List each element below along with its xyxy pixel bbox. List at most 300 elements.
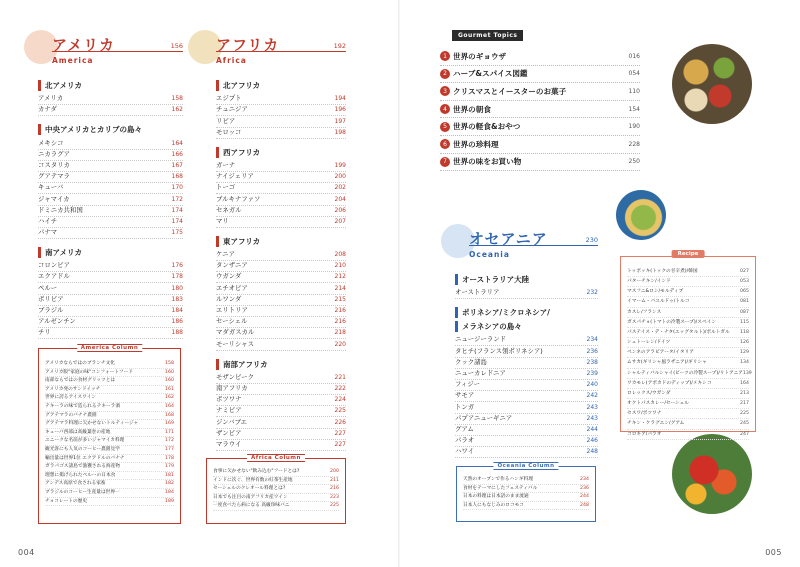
item-page: 227 — [334, 440, 346, 448]
topic-number-badge: 2 — [440, 69, 450, 79]
item-page: 162 — [165, 395, 174, 401]
list-item[interactable] — [627, 297, 749, 307]
topic-row[interactable] — [440, 48, 640, 66]
list-item[interactable] — [627, 409, 749, 419]
item-name: ガーナ — [216, 160, 236, 169]
topic-row[interactable] — [440, 118, 640, 136]
item-name: コスタリカ — [38, 160, 70, 169]
item-page: 232 — [586, 289, 598, 297]
item-name: セスワ/ボツワナ — [627, 411, 662, 417]
item-name: ユニークな名前が多いジャマイカ料理 — [45, 438, 125, 444]
list-item[interactable] — [213, 485, 339, 494]
item-name: サモア — [455, 391, 475, 400]
item-name: グアテマラのバナナ農園 — [45, 412, 97, 418]
item-name: ジンバブエ — [216, 417, 248, 426]
list-item[interactable] — [38, 105, 183, 116]
item-page: 243 — [586, 414, 598, 422]
gourmet-topics-list — [440, 48, 640, 171]
item-name: チョコレートの歴史 — [45, 498, 88, 504]
topic-page: 190 — [628, 123, 640, 131]
list-item[interactable] — [455, 391, 598, 402]
topic-page: 250 — [628, 158, 640, 166]
item-name: パプアニューギニア — [455, 413, 513, 422]
item-name: 輸出量は世界1位 エクアドルのバナナ — [45, 455, 125, 461]
list-item[interactable] — [455, 436, 598, 447]
list-item[interactable] — [216, 105, 346, 116]
list-item[interactable] — [463, 485, 589, 494]
item-name: マダガスカル — [216, 328, 255, 337]
item-name: ペルー — [38, 283, 58, 292]
item-name: カスレ/フランス — [627, 309, 662, 315]
list-item[interactable] — [627, 399, 749, 409]
item-page: 243 — [586, 403, 598, 411]
item-name: エジプト — [216, 94, 242, 103]
item-name: チキン・ケラグエン/グアム — [627, 421, 685, 427]
recipe-box — [620, 251, 756, 437]
list-item[interactable] — [45, 463, 174, 472]
topic-label: 世界の珍料理 — [453, 139, 499, 149]
item-page: 178 — [165, 455, 174, 461]
america-title: アメリカ — [52, 36, 115, 54]
item-name: ニュージーランド — [455, 335, 506, 344]
item-name: テキーラの味で造られるテキーラ酒 — [45, 403, 121, 409]
list-item[interactable] — [627, 287, 749, 297]
north-africa-region — [216, 80, 346, 139]
item-name: モロッコ — [216, 127, 242, 136]
item-name: コロキア/パラオ — [627, 431, 662, 437]
item-name: 日本人にもなじみのロコモコ — [463, 502, 524, 508]
list-item[interactable] — [216, 206, 346, 217]
list-item[interactable] — [455, 288, 598, 299]
item-page: 198 — [334, 128, 346, 136]
item-page: 246 — [586, 437, 598, 445]
item-name: 理想に掲げられたペルーの日本食 — [45, 472, 116, 478]
africa-column — [216, 34, 346, 451]
item-page: 236 — [586, 347, 598, 355]
item-page: 158 — [171, 95, 183, 103]
list-item[interactable] — [45, 386, 174, 395]
item-page: 134 — [740, 360, 749, 366]
list-item[interactable] — [627, 348, 749, 358]
central-america-region — [38, 124, 183, 239]
item-page: 115 — [740, 319, 749, 325]
item-name: 南アフリカ — [216, 383, 248, 392]
left-page-number: 004 — [18, 548, 35, 557]
item-name: アルゼンチン — [38, 317, 76, 326]
list-item[interactable] — [627, 389, 749, 399]
item-page: 225 — [740, 411, 749, 417]
region-heading: ポリネシア/ミクロネシア/ — [455, 307, 598, 318]
item-name: パターチキン/インド — [627, 279, 671, 285]
item-name: ドミニカ共和国 — [38, 205, 83, 214]
item-page: 087 — [740, 309, 749, 315]
item-page: 167 — [171, 161, 183, 169]
item-name: リビア — [216, 116, 236, 125]
item-name: グアム — [455, 424, 474, 433]
list-item[interactable] — [627, 338, 749, 348]
item-name: トッポッキ(トックの甘辛煮)/韓国 — [627, 269, 698, 274]
recipe-title: Recipe — [672, 250, 705, 258]
topic-page: 154 — [628, 105, 640, 113]
list-item[interactable] — [45, 369, 174, 378]
item-name: クック諸島 — [455, 357, 487, 366]
topic-row[interactable] — [440, 83, 640, 101]
list-item[interactable] — [213, 502, 339, 511]
item-name: タンザニア — [216, 261, 248, 270]
item-name: ニューカレドニア — [455, 368, 506, 377]
item-page: 244 — [580, 494, 589, 500]
item-page: 176 — [171, 262, 183, 270]
list-item[interactable] — [45, 394, 174, 403]
list-item[interactable] — [45, 403, 174, 412]
item-page: 215 — [334, 295, 346, 303]
list-item[interactable] — [216, 172, 346, 183]
item-name: ケニア — [216, 250, 235, 259]
topic-row[interactable] — [440, 136, 640, 154]
item-name: ハイチ — [38, 216, 58, 225]
list-item[interactable] — [213, 494, 339, 503]
africa-subtitle: Africa — [216, 56, 247, 65]
australia-region — [455, 274, 598, 299]
america-column-title: America Column — [77, 344, 142, 352]
item-name: アメリカ版"家庭の味"コンフォートフード — [45, 369, 133, 375]
item-page: 217 — [740, 401, 749, 407]
item-page: 200 — [334, 173, 346, 181]
oceania-page[interactable]: 230 — [585, 236, 598, 244]
item-name: イマーム・バユルドゥ/トルコ — [627, 299, 690, 305]
list-item[interactable] — [45, 489, 174, 498]
list-item[interactable] — [38, 206, 183, 217]
list-item[interactable] — [627, 419, 749, 429]
topic-page: 016 — [628, 52, 640, 60]
oceania-column — [455, 228, 598, 458]
item-name: グアテマラ — [38, 172, 70, 181]
item-name: 食事に欠かせない"飲み込む"フードとは? — [213, 469, 300, 474]
africa-column-title: Africa Column — [247, 454, 305, 462]
item-page: 204 — [334, 195, 346, 203]
item-name: グアテマラ料理に欠かせないトルティージャ — [45, 421, 139, 427]
topic-row[interactable] — [440, 66, 640, 84]
item-name: ザンビア — [216, 428, 242, 437]
item-name: ニカラグア — [38, 149, 70, 158]
topic-label: 世界の軽食&おやつ — [453, 122, 521, 132]
item-name: アメリカならではのブランチ文化 — [45, 361, 115, 366]
america-header — [38, 34, 183, 74]
list-item[interactable] — [627, 267, 749, 277]
list-item[interactable] — [627, 379, 749, 389]
item-name: キューバ西部は高級葉巻の産地 — [45, 429, 111, 435]
north-america-region — [38, 80, 183, 116]
item-name: エチオピア — [216, 283, 248, 292]
america-column-box — [38, 345, 181, 524]
item-page: 179 — [165, 464, 174, 470]
list-item[interactable] — [213, 477, 339, 486]
mezze-plate-photo — [672, 44, 752, 124]
list-item[interactable] — [627, 358, 749, 368]
topic-label: ハーブ&スパイス図鑑 — [453, 69, 528, 79]
item-name: 観光客にも人気のコーヒー農園見学 — [45, 446, 120, 452]
item-page: 174 — [171, 217, 183, 225]
item-page: 183 — [171, 295, 183, 303]
list-item[interactable] — [627, 318, 749, 328]
topic-number-badge: 3 — [440, 86, 450, 96]
item-page: 196 — [334, 106, 346, 114]
list-item[interactable] — [45, 412, 174, 421]
item-name: キューバ — [38, 183, 64, 192]
item-page: 194 — [334, 95, 346, 103]
item-page: 160 — [165, 369, 174, 375]
item-page: 248 — [580, 502, 589, 508]
item-name: タヒチ(フランス領ポリネシア) — [455, 346, 543, 355]
item-name: 食材をテーマにしたフェスティバル — [463, 485, 538, 491]
item-page: 181 — [165, 472, 174, 478]
item-page: 214 — [334, 284, 346, 292]
item-page: 186 — [171, 318, 183, 326]
item-page: 168 — [171, 173, 183, 181]
item-page: 168 — [165, 412, 174, 418]
list-item[interactable] — [45, 420, 174, 429]
item-page: 216 — [334, 318, 346, 326]
list-item[interactable] — [45, 437, 174, 446]
item-name: インドに次ぐ、世界有数の紅茶生産地 — [213, 477, 293, 483]
item-page: 225 — [334, 407, 346, 415]
item-page: 199 — [334, 161, 346, 169]
list-item[interactable] — [216, 440, 346, 451]
item-name: ナイジェリア — [216, 172, 254, 181]
list-item[interactable] — [45, 446, 174, 455]
item-name: 世界に誇るアイスワイン — [45, 395, 96, 401]
item-page: 126 — [740, 340, 749, 346]
item-name: マスフニ&ロシ/モルディブ — [627, 289, 684, 295]
list-item[interactable] — [38, 272, 183, 283]
item-name: 日本の料理は日本語のまま流通 — [463, 494, 529, 500]
west-africa-region — [216, 147, 346, 228]
item-page: 234 — [586, 336, 598, 344]
list-item[interactable] — [455, 447, 598, 458]
topic-row[interactable] — [440, 101, 640, 119]
right-page-number: 005 — [765, 548, 782, 557]
list-item[interactable] — [216, 217, 346, 228]
africa-title: アフリカ — [216, 36, 280, 54]
list-item[interactable] — [38, 228, 183, 239]
item-name: ガラパゴス諸島で漁獲される海産物 — [45, 464, 121, 470]
item-name: アメリカ — [38, 94, 64, 103]
item-page: 239 — [586, 369, 598, 377]
topic-label: クリスマスとイースターのお菓子 — [453, 86, 567, 96]
item-name: パラオ — [455, 436, 475, 445]
region-heading: オーストラリア大陸 — [455, 274, 598, 285]
item-name: セネガル — [216, 205, 242, 214]
item-name: メキシコ — [38, 138, 64, 147]
list-item[interactable] — [38, 94, 183, 105]
list-item[interactable] — [627, 328, 749, 338]
list-item[interactable] — [463, 493, 589, 502]
topic-row[interactable] — [440, 154, 640, 172]
item-name: 一度食べたら病になる 高級珍味バニ — [213, 503, 290, 509]
item-page: 172 — [171, 195, 183, 203]
list-item[interactable] — [38, 317, 183, 328]
item-name: ボツワナ — [216, 395, 242, 404]
item-page: 184 — [171, 307, 183, 314]
oceania-subtitle: Oceania — [469, 250, 510, 259]
item-page: 171 — [165, 429, 174, 435]
list-item[interactable] — [45, 377, 174, 386]
chili-peppers-photo — [672, 434, 752, 514]
list-item[interactable] — [627, 430, 749, 440]
item-page: 174 — [171, 206, 183, 214]
item-name: セーシェルのクレオール料理とは? — [213, 486, 286, 492]
item-page: 220 — [334, 340, 346, 348]
topic-number-badge: 6 — [440, 139, 450, 149]
list-item[interactable] — [213, 468, 339, 477]
oceania-header — [455, 228, 598, 268]
item-name: ウガンダ — [216, 272, 242, 281]
list-item[interactable] — [455, 414, 598, 425]
topic-number-badge: 1 — [440, 51, 450, 61]
list-item[interactable] — [627, 277, 749, 287]
item-page: 221 — [334, 373, 346, 381]
list-item[interactable] — [627, 308, 749, 318]
item-page: 158 — [165, 361, 174, 366]
item-page: 245 — [740, 421, 749, 427]
item-name: ムサカ(ギリシャ風ラザニア)/ギリシャ — [627, 360, 707, 366]
item-page: 248 — [586, 448, 598, 456]
item-page: 211 — [330, 477, 339, 483]
list-item[interactable] — [455, 425, 598, 436]
region-heading: 東アフリカ — [216, 236, 346, 247]
item-page: 169 — [165, 421, 174, 427]
item-name: ブラジル — [38, 306, 64, 314]
south-america-region — [38, 247, 183, 339]
item-name: エクアドル — [38, 272, 70, 281]
item-name: アメリカ発のサンドイッチ — [45, 386, 101, 392]
list-item[interactable] — [455, 380, 598, 391]
item-page: 129 — [740, 350, 749, 356]
list-item[interactable] — [45, 455, 174, 464]
item-page: 216 — [330, 486, 339, 492]
list-item[interactable] — [45, 480, 174, 489]
item-name: マリ — [216, 216, 229, 225]
item-page: 200 — [330, 469, 339, 474]
item-name: 南部ならではの食材グリッツとは — [45, 378, 116, 384]
america-column — [38, 34, 183, 339]
item-page: 184 — [165, 489, 174, 495]
item-name: ブルキナファソ — [216, 194, 261, 203]
item-page: 162 — [171, 106, 183, 114]
list-item[interactable] — [45, 472, 174, 481]
list-item[interactable] — [38, 328, 183, 339]
item-name: ペンネのアラビアータ/イタリア — [627, 350, 694, 356]
item-page: 166 — [171, 150, 183, 158]
list-item[interactable] — [45, 360, 174, 369]
topic-number-badge: 4 — [440, 104, 450, 114]
list-item[interactable] — [463, 476, 589, 485]
item-page: 240 — [586, 381, 598, 389]
list-item[interactable] — [38, 217, 183, 228]
item-name: パナマ — [38, 228, 58, 237]
item-page: 208 — [334, 251, 346, 259]
item-name: ロレックス/ウガンダ — [627, 390, 671, 396]
item-page: 182 — [165, 481, 174, 487]
item-page: 212 — [334, 273, 346, 281]
item-name: チリ — [38, 328, 51, 337]
item-page: 164 — [165, 403, 174, 409]
item-page: 213 — [740, 390, 749, 396]
item-name: エリトリア — [216, 306, 248, 314]
africa-page[interactable]: 192 — [333, 42, 346, 50]
item-page: 188 — [171, 329, 183, 337]
list-item[interactable] — [216, 339, 346, 350]
item-page: 160 — [165, 378, 174, 384]
item-name: ワカモレ(アボカドのディップ)/メキシコ — [627, 380, 712, 386]
list-item[interactable] — [45, 429, 174, 438]
africa-rule — [216, 51, 346, 52]
oceania-title: オセアニア — [469, 230, 548, 248]
item-name: フィジー — [455, 380, 481, 389]
region-heading: 中央アメリカとカリブの島々 — [38, 124, 183, 135]
item-page: 177 — [165, 446, 174, 452]
item-name: マラウイ — [216, 439, 242, 448]
list-item[interactable] — [463, 502, 589, 511]
region-heading: 南アメリカ — [38, 247, 183, 258]
item-page: 234 — [580, 477, 589, 482]
item-name: ナミビア — [216, 406, 242, 415]
oceania-column-title: Oceania Column — [493, 462, 558, 470]
item-page: 216 — [334, 307, 346, 314]
item-name: セーシェル — [216, 317, 248, 326]
item-page: 164 — [171, 139, 183, 147]
pacific-islands-region — [455, 307, 598, 458]
gourmet-topics-label: Gourmet Topics — [452, 30, 523, 41]
item-name: チュニジア — [216, 105, 248, 114]
item-page: 065 — [740, 289, 749, 295]
item-name: オクトパスカレー/セーシェル — [627, 401, 689, 407]
oceania-column-box — [456, 463, 596, 522]
region-heading-cont: メラネシアの島々 — [455, 321, 598, 332]
item-name: シャルティバルシャイ(ビーツの冷製スープ)/リトアニア — [627, 370, 743, 376]
item-page: 139 — [742, 370, 752, 376]
item-page: 210 — [334, 262, 346, 270]
item-name: ルワンダ — [216, 294, 242, 303]
item-page: 236 — [580, 485, 589, 491]
item-page: 218 — [334, 329, 346, 337]
item-page: 227 — [334, 429, 346, 437]
item-page: 207 — [334, 217, 346, 225]
item-name: シュトーレン/ドイツ — [627, 340, 671, 346]
list-item[interactable] — [216, 128, 346, 139]
item-page: 223 — [330, 494, 339, 500]
item-page: 175 — [171, 229, 183, 237]
item-page: 224 — [334, 396, 346, 404]
item-page: 027 — [740, 269, 749, 274]
item-page: 226 — [334, 418, 346, 426]
topic-number-badge: 7 — [440, 157, 450, 167]
item-name: ハワイ — [455, 447, 474, 456]
item-page: 225 — [330, 503, 339, 509]
region-heading: 北アフリカ — [216, 80, 346, 91]
item-name: アンデス高原で食される家畜 — [45, 481, 106, 487]
item-page: 081 — [740, 299, 749, 305]
list-item[interactable] — [627, 369, 752, 379]
topic-label: 世界の味をお買い物 — [453, 157, 522, 167]
america-page[interactable]: 156 — [170, 42, 183, 50]
item-name: トーゴ — [216, 183, 236, 192]
item-name: 天然のオーブンで作るハンギ料理 — [463, 477, 533, 482]
item-name: オーストラリア — [455, 288, 500, 297]
list-item[interactable] — [45, 498, 174, 507]
item-page: 222 — [334, 384, 346, 392]
topic-page: 110 — [628, 87, 640, 95]
